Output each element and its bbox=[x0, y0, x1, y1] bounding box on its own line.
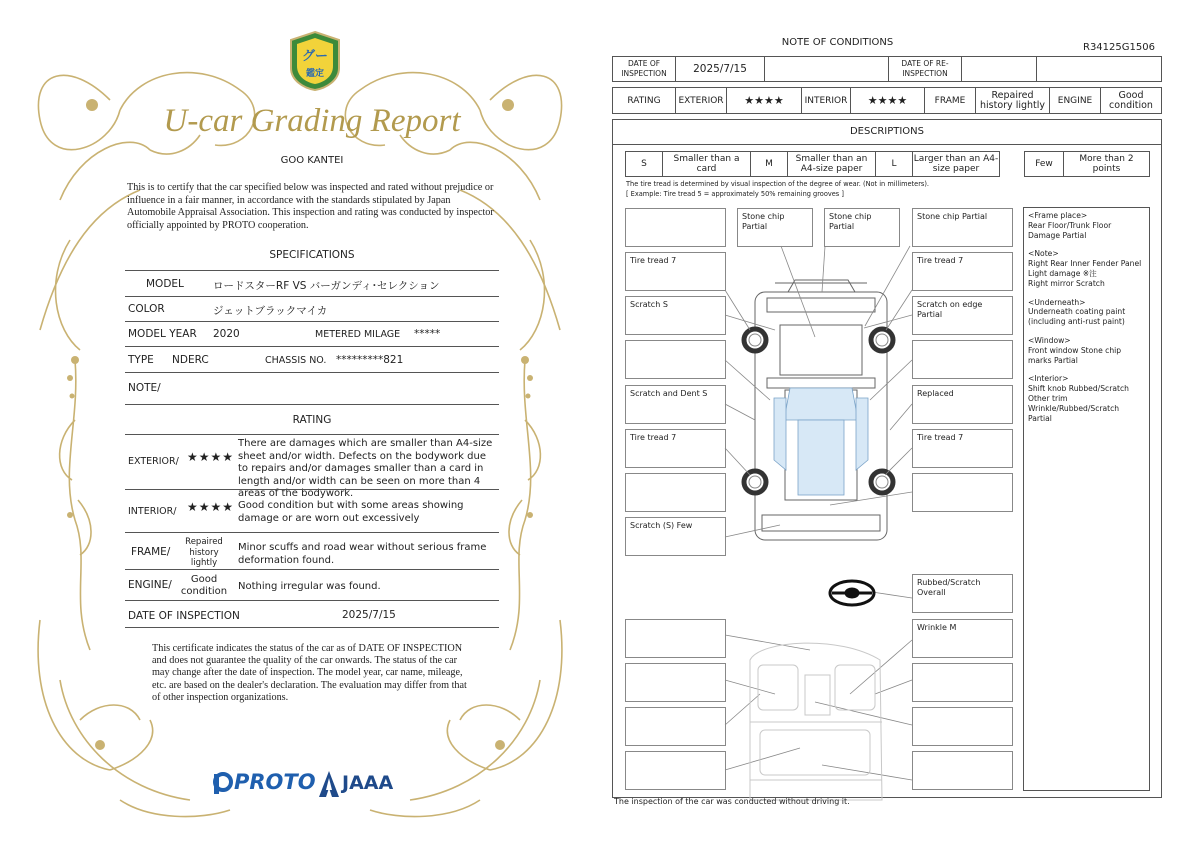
side-note-line: Right Rear Inner Fender Panel bbox=[1028, 259, 1142, 269]
legend-few: Few bbox=[1024, 151, 1064, 177]
legend-l-desc: Larger than an A4-size paper bbox=[912, 151, 1000, 177]
side-note-line: <Underneath> bbox=[1028, 297, 1086, 307]
note-box-interior-left-3 bbox=[625, 707, 726, 746]
engine-label: ENGINE/ bbox=[128, 579, 172, 591]
side-note-line: Other trim bbox=[1028, 393, 1068, 403]
date-of-reinspection-label: DATE OF RE-INSPECTION bbox=[888, 56, 962, 82]
note-box-right-5: Tire tread 7 bbox=[912, 429, 1013, 468]
note-box-left-0 bbox=[625, 208, 726, 247]
divider bbox=[125, 346, 499, 347]
engine-label: ENGINE bbox=[1049, 87, 1101, 114]
frame-label: FRAME/ bbox=[131, 546, 171, 558]
proto-logo-text: PROTO bbox=[234, 770, 316, 794]
descriptions-heading: DESCRIPTIONS bbox=[612, 119, 1162, 145]
interior-label: INTERIOR bbox=[801, 87, 851, 114]
engine-value: Good condition bbox=[1100, 87, 1162, 114]
legend-s-desc: Smaller than a card bbox=[662, 151, 751, 177]
certificate-footer: This certificate indicates the status of the car as of DATE OF INSPECTION and does not guarantee the quality of the car onwards. The status of the car may change after the date of inspection. The model year, car name, mileage, etc. are based on the dealer's declaration. The evaluation may differ from that of other inspection organizations. bbox=[152, 643, 467, 703]
divider bbox=[125, 296, 499, 297]
note-box-steering: Rubbed/Scratch Overall bbox=[912, 574, 1013, 613]
side-note-line: Front window Stone chip marks Partial bbox=[1028, 345, 1122, 365]
divider bbox=[125, 600, 499, 601]
divider bbox=[125, 321, 499, 322]
legend-m: M bbox=[750, 151, 788, 177]
note-box-interior-right-1: Wrinkle M bbox=[912, 619, 1013, 658]
note-box-right-4: Replaced bbox=[912, 385, 1013, 424]
side-note-line: Wrinkle/Rubbed/Scratch bbox=[1028, 403, 1120, 413]
divider bbox=[125, 627, 499, 628]
note-box-interior-left-1 bbox=[625, 619, 726, 658]
divider bbox=[125, 532, 499, 533]
frame-value: Repaired history lightly bbox=[185, 537, 223, 568]
note-box-left-6 bbox=[625, 473, 726, 512]
model-year-label: MODEL YEAR bbox=[128, 328, 197, 340]
legend-few-desc: More than 2 points bbox=[1063, 151, 1150, 177]
note-box-left-4: Scratch and Dent S bbox=[625, 385, 726, 424]
note-box-left-1: Tire tread 7 bbox=[625, 252, 726, 291]
certificate-subtitle: GOO KANTEI bbox=[280, 155, 344, 166]
frame-value: Repaired history lightly bbox=[975, 87, 1050, 114]
rating-heading: RATING bbox=[292, 414, 332, 426]
note-box-top-3: Stone chip Partial bbox=[912, 208, 1013, 247]
side-note-line bbox=[1028, 365, 1145, 374]
divider bbox=[125, 569, 499, 570]
divider bbox=[125, 404, 499, 405]
note-label: NOTE/ bbox=[128, 382, 161, 394]
inspection-footer-note: The inspection of the car was conducted without driving it. bbox=[614, 797, 850, 806]
legend-l: L bbox=[875, 151, 913, 177]
side-note-line bbox=[1028, 240, 1145, 249]
note-box-right-3 bbox=[912, 340, 1013, 379]
side-note-line: Partial bbox=[1028, 413, 1052, 423]
exterior-stars: ★★★★ bbox=[726, 87, 802, 114]
interior-stars: ★★★★ bbox=[187, 500, 235, 514]
note-box-interior-right-3 bbox=[912, 707, 1013, 746]
certificate-intro: This is to certify that the car specified below was inspected and rated without prejudice or influence in a fair manner, in accordance with the standards stipulated by Japan Automobile Appraisal Association. This inspection and rating was conducted by inspector officially appointed by PROTO cooperation. bbox=[127, 182, 494, 232]
color-label: COLOR bbox=[128, 303, 165, 315]
side-note-line: <Frame place> bbox=[1028, 211, 1088, 220]
legend-s: S bbox=[625, 151, 663, 177]
engine-value: Good condition bbox=[180, 574, 228, 597]
note-box-left-3 bbox=[625, 340, 726, 379]
side-note-line: <Window> bbox=[1028, 335, 1071, 345]
date-of-inspection-value: 2025/7/15 bbox=[675, 56, 765, 82]
frame-label: FRAME bbox=[924, 87, 976, 114]
side-note-line: Underneath coating paint (including anti-rust paint) bbox=[1028, 307, 1126, 327]
engine-description: Nothing irregular was found. bbox=[238, 581, 381, 592]
tire-note-1: The tire tread is determined by visual inspection of the degree of wear. (Not in millimeters). bbox=[626, 180, 930, 188]
note-box-right-6 bbox=[912, 473, 1013, 512]
date-of-inspection-label: DATE OF INSPECTION bbox=[612, 56, 676, 82]
side-note-line: <Note> bbox=[1028, 249, 1059, 259]
note-box-left-2: Scratch S bbox=[625, 296, 726, 335]
conditions-title: NOTE OF CONDITIONS bbox=[781, 37, 894, 48]
frame-description: Minor scuffs and road wear without serious frame deformation found. bbox=[238, 542, 487, 566]
note-of-conditions-sheet bbox=[600, 0, 1200, 848]
divider bbox=[125, 489, 499, 490]
note-box-top-1: Stone chip Partial bbox=[737, 208, 813, 247]
mileage-value: ***** bbox=[414, 328, 441, 340]
legend-m-desc: Smaller than an A4-size paper bbox=[787, 151, 876, 177]
divider bbox=[125, 372, 499, 373]
svg-text:鑑定: 鑑定 bbox=[305, 69, 325, 79]
note-box-left-7: Scratch (S) Few bbox=[625, 517, 726, 556]
certificate-title: U-car Grading Report bbox=[163, 103, 461, 139]
side-note-line: Light damage ※注 bbox=[1028, 268, 1097, 278]
jaaa-logo-text: JAAA bbox=[342, 772, 394, 794]
side-note-line: Shift knob Rubbed/Scratch bbox=[1028, 384, 1129, 394]
side-note-line: Right mirror Scratch bbox=[1028, 278, 1105, 288]
svg-text:グー: グー bbox=[301, 49, 329, 64]
side-note-line bbox=[1028, 289, 1145, 298]
reference-number: R34125G1506 bbox=[1083, 42, 1155, 53]
type-value: NDERC bbox=[172, 354, 209, 366]
divider bbox=[125, 270, 499, 271]
chassis-value: *********821 bbox=[336, 354, 404, 366]
note-box-left-5: Tire tread 7 bbox=[625, 429, 726, 468]
model-label: MODEL bbox=[146, 278, 184, 290]
exterior-label: EXTERIOR bbox=[675, 87, 727, 114]
note-box-interior-left-4 bbox=[625, 751, 726, 790]
date-of-inspection-label: DATE OF INSPECTION bbox=[128, 610, 240, 622]
model-year-value: 2020 bbox=[213, 328, 240, 340]
model-value: ロードスターRF VS バーガンディ･セレクション bbox=[213, 280, 440, 292]
note-box-interior-right-2 bbox=[912, 663, 1013, 702]
chassis-label: CHASSIS NO. bbox=[265, 355, 327, 366]
side-note-line bbox=[1028, 327, 1145, 336]
interior-description: Good condition but with some areas showing damage or are worn out excessively bbox=[238, 500, 464, 524]
note-box-interior-right-4 bbox=[912, 751, 1013, 790]
jaaa-logo-icon bbox=[318, 770, 340, 798]
rating-label: RATING bbox=[612, 87, 676, 114]
divider bbox=[125, 434, 499, 435]
side-notes-panel bbox=[1023, 207, 1150, 791]
note-box-right-2: Scratch on edge Partial bbox=[912, 296, 1013, 335]
exterior-stars: ★★★★ bbox=[187, 450, 235, 464]
mileage-label: METERED MILAGE bbox=[315, 329, 401, 340]
exterior-description: There are damages which are smaller than A4-size sheet and/or width. Defects on the bodywork due to repairs and/or damages smaller than a card in length and/or width can be seen on more than 4 areas of the bodywork. bbox=[238, 438, 493, 499]
note-box-interior-left-2 bbox=[625, 663, 726, 702]
proto-logo-icon bbox=[212, 770, 234, 796]
goo-kantei-badge-icon bbox=[287, 30, 343, 92]
side-note-line: Rear Floor/Trunk Floor Damage Partial bbox=[1028, 220, 1112, 240]
tire-note-2: [ Example: Tire tread 5 = approximately 50% remaining grooves ] bbox=[626, 190, 844, 198]
interior-label: INTERIOR/ bbox=[128, 506, 177, 517]
exterior-label: EXTERIOR/ bbox=[128, 456, 179, 467]
type-label: TYPE bbox=[128, 354, 154, 366]
interior-stars: ★★★★ bbox=[850, 87, 925, 114]
date-of-inspection-value: 2025/7/15 bbox=[342, 609, 396, 621]
side-note-line: <Interior> bbox=[1028, 374, 1069, 384]
note-box-top-2: Stone chip Partial bbox=[824, 208, 900, 247]
color-value: ジェットブラックマイカ bbox=[213, 305, 328, 317]
note-box-right-1: Tire tread 7 bbox=[912, 252, 1013, 291]
specifications-heading: SPECIFICATIONS bbox=[269, 249, 355, 261]
